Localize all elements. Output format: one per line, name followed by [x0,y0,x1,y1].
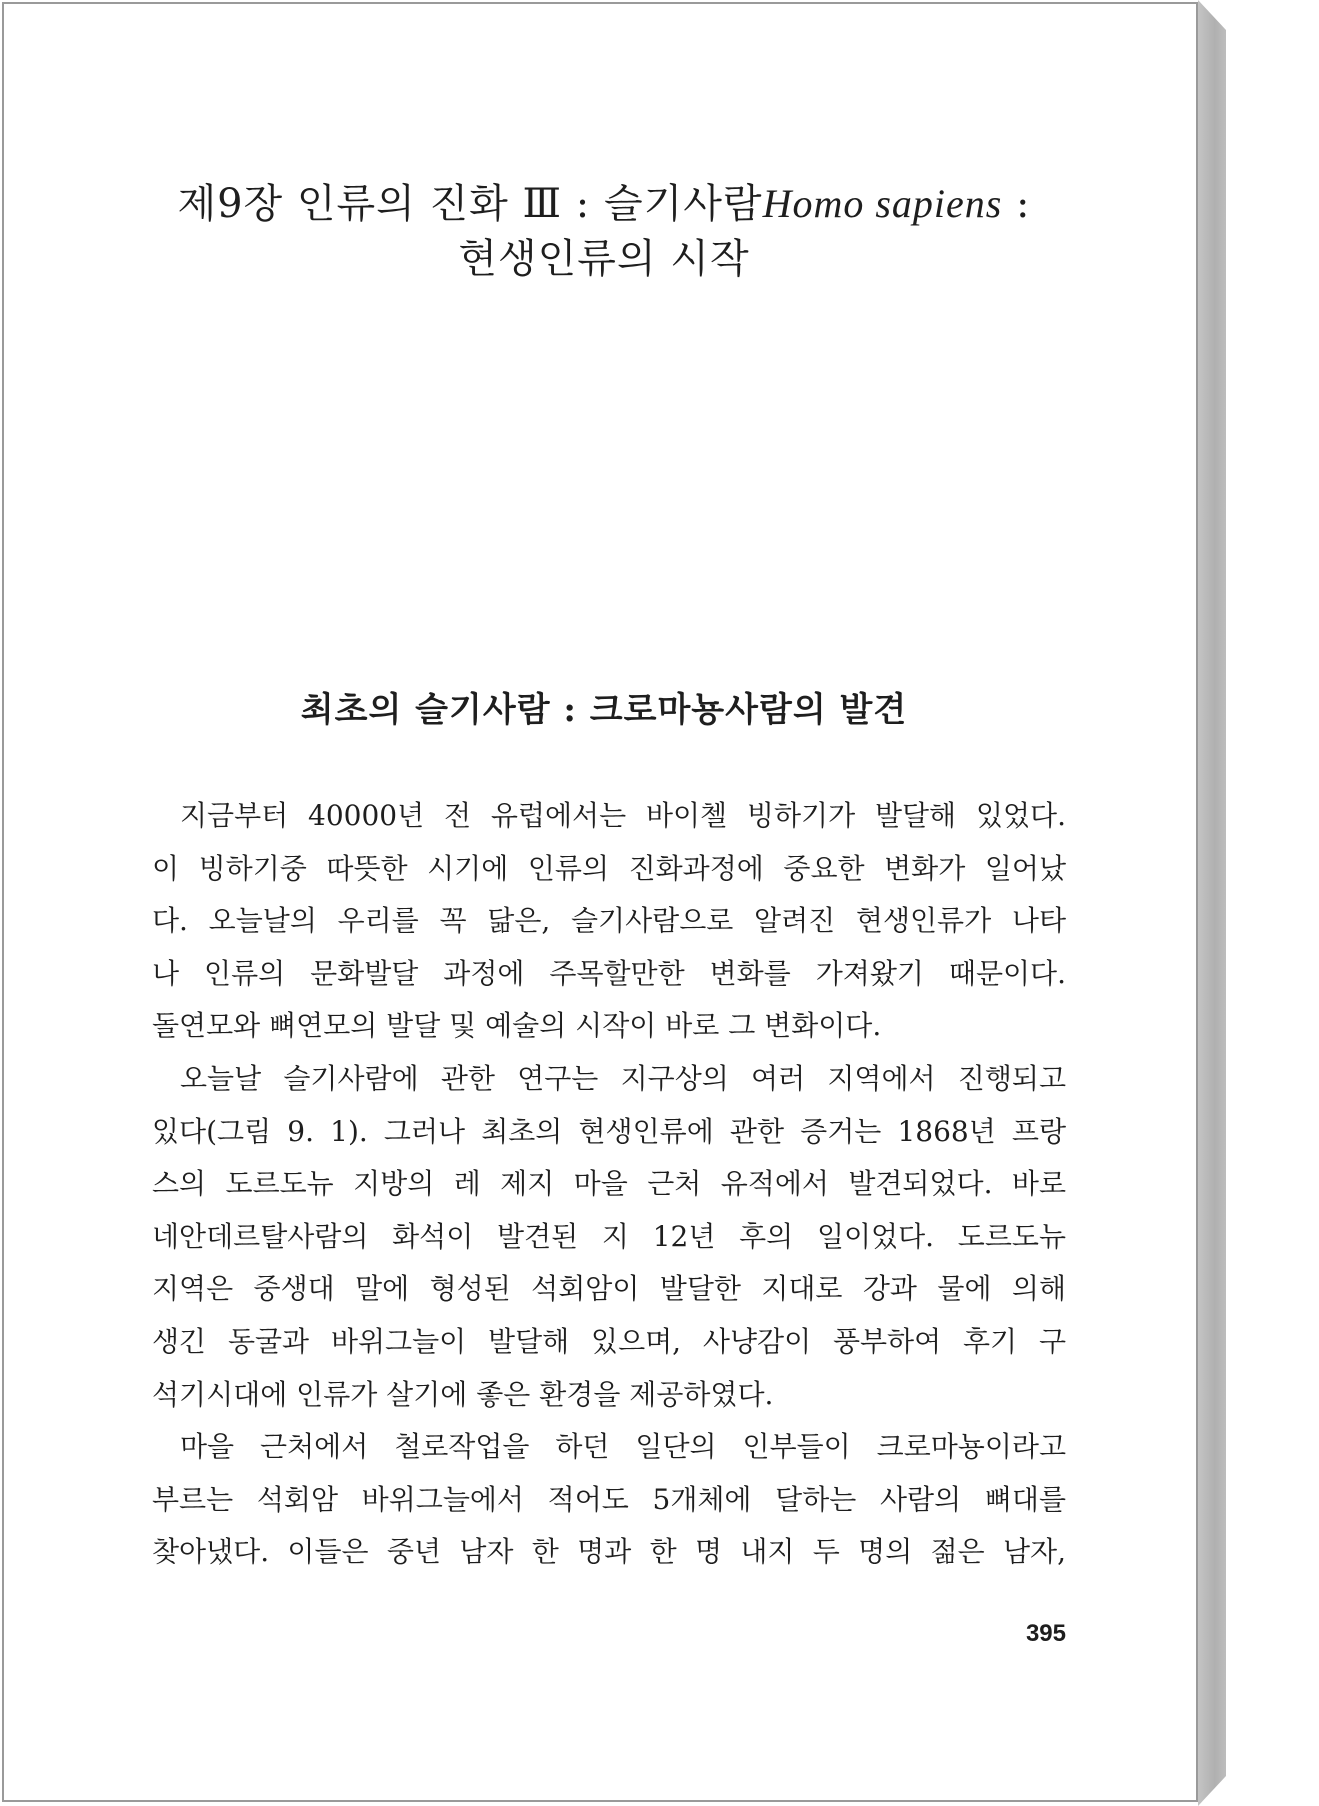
book-page [2,2,1198,1802]
text-line: 찾아냈다. 이들은 중년 남자 한 명과 한 명 내지 두 명의 젊은 남자, [152,1535,1066,1569]
page-number: 395 [1025,1620,1066,1647]
book-edge [1198,0,1226,1806]
chapter-title-line-2: 현생인류의 시작 [458,236,750,282]
paragraph-3 [152,1421,1066,1579]
paragraph-2 [152,1053,1066,1421]
text-line: 네안데르탈사람의 화석이 발견된 지 12년 후의 일이었다. 도르도뉴 [152,1219,1066,1253]
section-title: 최초의 슬기사람 : 크로마뇽사람의 발견 [300,690,908,730]
paragraph-1 [152,790,1066,1053]
text-line: 오늘날 슬기사람에 관한 연구는 지구상의 여러 지역에서 진행되고 [180,1061,1066,1095]
text-line: 돌연모와 뼈연모의 발달 및 예술의 시작이 바로 그 변화이다. [152,1009,882,1043]
text-line: 석기시대에 인류가 살기에 좋은 환경을 제공하였다. [152,1377,774,1411]
text-line: 지역은 중생대 말에 형성된 석회암이 발달한 지대로 강과 물에 의해 [152,1272,1066,1306]
body-text [152,790,1066,1579]
text-line: 부르는 석회암 바위그늘에서 적어도 5개체에 달하는 사람의 뼈대를 [152,1482,1066,1516]
text-line: 마을 근처에서 철로작업을 하던 일단의 인부들이 크로마뇽이라고 [180,1430,1066,1464]
text-line: 스의 도르도뉴 지방의 레 제지 마을 근처 유적에서 발견되었다. 바로 [152,1167,1066,1201]
chapter-title-latin-name: Homo sapiens [762,181,1003,226]
chapter-title-suffix: : [1002,181,1031,227]
text-line: 나 인류의 문화발달 과정에 주목할만한 변화를 가져왔기 때문이다. [152,956,1066,990]
text-line: 다. 오늘날의 우리를 꼭 닮은, 슬기사람으로 알려진 현생인류가 나타 [152,904,1066,938]
chapter-title-prefix: 제9장 인류의 진화 Ⅲ : 슬기사람 [177,181,763,227]
chapter-title-line-1 [104,176,1104,232]
text-line: 이 빙하기중 따뜻한 시기에 인류의 진화과정에 중요한 변화가 일어났 [152,851,1066,885]
text-line: 있다(그림 9. 1). 그러나 최초의 현생인류에 관한 증거는 1868년 프랑 [152,1114,1066,1148]
text-line: 지금부터 40000년 전 유럽에서는 바이첼 빙하기가 발달해 있었다. [180,799,1066,832]
text-line: 생긴 동굴과 바위그늘이 발달해 있으며, 사냥감이 풍부하여 후기 구 [152,1324,1066,1358]
